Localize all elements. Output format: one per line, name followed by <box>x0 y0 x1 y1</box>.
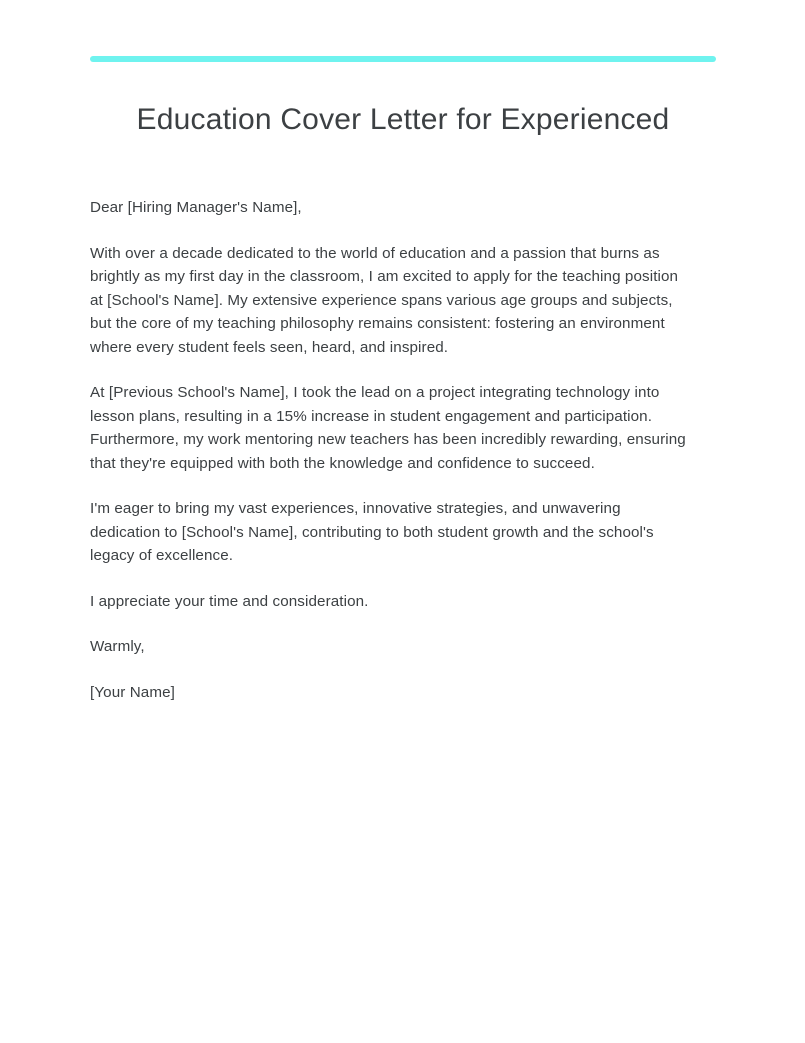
letter-paragraph: I appreciate your time and consideration. <box>90 592 369 610</box>
letter-closing: Warmly, <box>90 638 145 655</box>
letter-paragraph: At [Previous School's Name], I took the lead on a project integrating technology into lesson plans, resulting in a 15% increase in student engagement and participation. Furthermore, my work mentoring new teachers has been incredibly rewarding, ensuring that they're equipped with both the knowledge and confidence to succeed. <box>90 384 686 472</box>
letter-body <box>90 196 686 704</box>
page-title: Education Cover Letter for Experienced <box>136 103 670 136</box>
letter-paragraph: I'm eager to bring my vast experiences, innovative strategies, and unwavering dedication to [School's Name], contributing to both student growth and the school's legacy of excellence. <box>90 500 654 564</box>
accent-bar <box>90 56 716 62</box>
letter-signature: [Your Name] <box>90 683 175 701</box>
letter-paragraph: With over a decade dedicated to the world of education and a passion that burns as brightly as my first day in the classroom, I am excited to apply for the teaching position at [School's Name]. My extensive experience spans various age groups and subjects, but the core of my teaching philosophy remains consistent: fostering an environment where every student feels seen, heard, and inspired. <box>90 244 679 356</box>
letter-salutation: Dear [Hiring Manager's Name], <box>90 199 302 216</box>
